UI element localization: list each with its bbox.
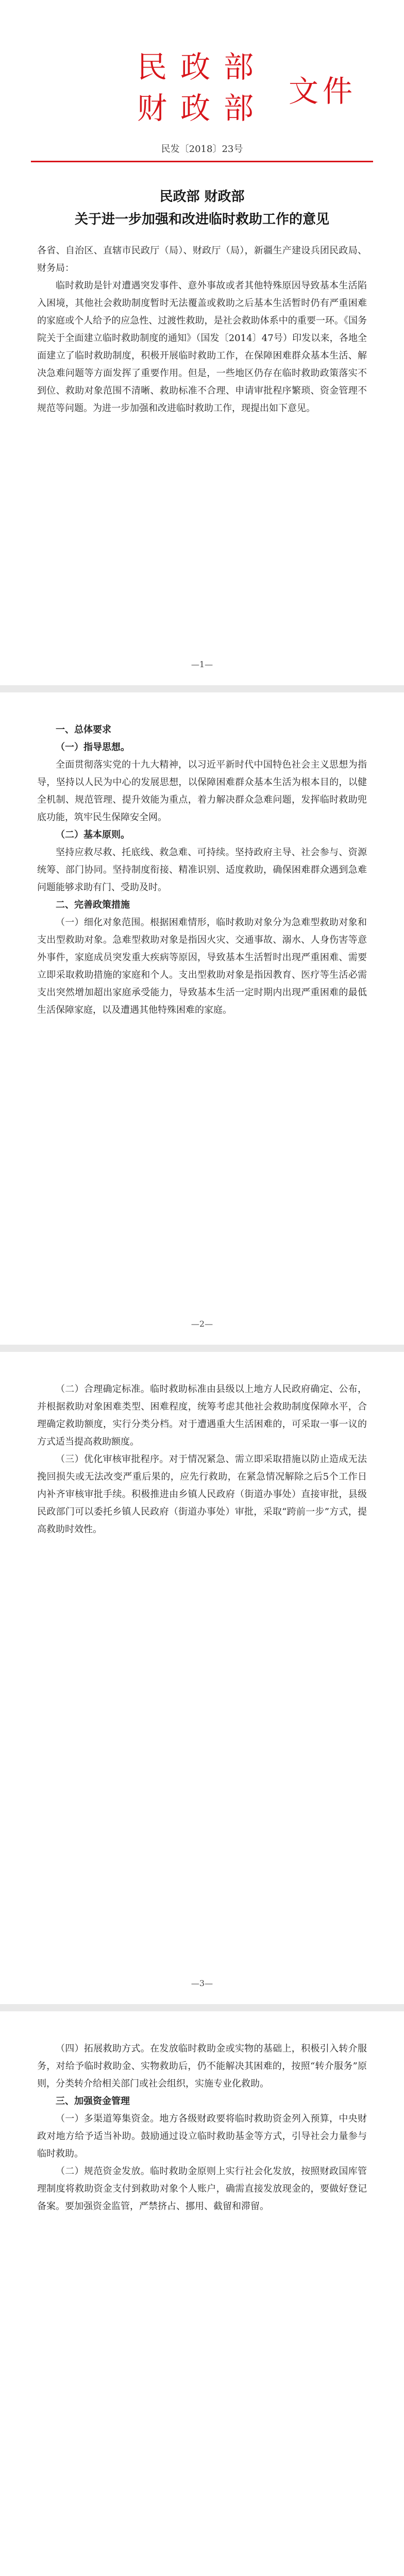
page-number: —1— (191, 659, 213, 669)
red-rule (31, 161, 373, 162)
paragraph: （一）细化对象范围。根据困难情形，临时救助对象分为急难型救助对象和支出型救助对象。急难型救助对象是指因火灾、交通事故、溺水、人身伤害等意外事件，家庭成员突发重大疾病等原因，导致基本生活暂时出现严重困难、需要立即采取救助措施的家庭和个人。支出型救助对象是指因教育、医疗等生活必需支出突然增加超出家庭承受能力，导致基本生活一定时期内出现严重困难的最低生活保障家庭，以及遭遇其他特殊困难的家庭。 (37, 917, 367, 1015)
header-org-caizheng: 财政部 (137, 91, 267, 126)
body-page-4 (37, 2040, 367, 2215)
paragraph: 全面贯彻落实党的十九大精神，以习近平新时代中国特色社会主义思想为指导，坚持以人民为中心的发展思想，以保障困难群众基本生活为根本目的，以健全机制、规范管理、提升效能为重点，着力解决群众急难问题，发挥临时救助兜底功能，筑牢民生保障安全网。 (37, 759, 367, 823)
page-separator (0, 685, 404, 692)
subsection-heading: （一）指导思想。 (56, 742, 130, 753)
page-separator (0, 1345, 404, 1352)
body-page-2 (37, 721, 367, 1019)
title-subject: 关于进一步加强和改进临时救助工作的意见 (74, 212, 329, 227)
doc-number: 民发〔2018〕23号 (161, 144, 243, 155)
page-number: —2— (191, 1319, 213, 1329)
subsection-heading: （二）基本原则。 (56, 829, 130, 840)
section-heading: 三、加强资金管理 (56, 2096, 130, 2107)
page-separator (0, 2004, 404, 2011)
paragraph: （二）合理确定标准。临时救助标准由县级以上地方人民政府确定、公布，并根据救助对象困难类型、困难程度，统筹考虑其他社会救助制度保障水平，合理确定救助额度，实行分类分档。对于遭遇重大生活困难的，可采取一事一议的方式适当提高救助额度。 (37, 1384, 367, 1447)
paragraph: 坚持应救尽救、托底线、救急难、可持续。坚持政府主导、社会参与、资源统筹、部门协同。坚持制度衔接、精准识别、适度救助，确保困难群众遇到急难问题能够求助有门、受助及时。 (37, 847, 367, 893)
doc-title (31, 185, 373, 231)
paragraph: （三）优化审核审批程序。对于情况紧急、需立即采取措施以防止造成无法挽回损失或无法改变严重后果的，应先行救助，在紧急情况解除之后5个工作日内补齐审核审批手续。积极推进由乡镇人民政府（街道办事处）直接审批，县级民政部门可以委托乡镇人民政府（街道办事处）审批，采取“跨前一步”方式，提高救助时效性。 (37, 1454, 367, 1535)
title-issuers: 民政部 财政部 (159, 189, 245, 205)
page-number: —3— (191, 1978, 213, 1988)
section-heading: 二、完善政策措施 (56, 900, 130, 910)
paragraph: 临时救助是针对遭遇突发事件、意外事故或者其他特殊原因导致基本生活陷入困境，其他社会救助制度暂时无法覆盖或救助之后基本生活暂时仍有严重困难的家庭或个人给予的应急性、过渡性救助，是社会救助体系中的重要一环。《国务院关于全面建立临时救助制度的通知》（国发〔2014〕47号）印发以来，各地全面建立了临时救助制度，积极开展临时救助工作，在保障困难群众基本生活、解决急难问题等方面发挥了重要作用。但是，一些地区仍存在临时救助政策落实不到位、救助对象范围不清晰、救助标准不合理、申请审批程序繁琐、资金管理不规范等问题。为进一步加强和改进临时救助工作，现提出如下意见。 (37, 280, 367, 414)
body-page-3 (37, 1381, 367, 1538)
header-org-minzheng: 民政部 (137, 49, 267, 84)
recipient-line: 各省、自治区、直辖市民政厅（局）、财政厅（局），新疆生产建设兵团民政局、财务局： (37, 245, 367, 274)
paragraph: （四）拓展救助方式。在发放临时救助金或实物的基础上，积极引入转介服务，对给予临时救助金、实物救助后，仍不能解决其困难的，按照“转介服务”原则，分类转介给相关部门或社会组织，实施专业化救助。 (37, 2043, 367, 2089)
paragraph: （二）规范资金发放。临时救助金原则上实行社会化发放，按照财政国库管理制度将救助资金支付到救助对象个人账户，确需直接发放现金的，要做好登记备案。要加强资金监管，严禁挤占、挪用、截留和滞留。 (37, 2166, 367, 2212)
body-page-1 (37, 242, 367, 417)
paragraph: （一）多渠道筹集资金。地方各级财政要将临时救助资金列入预算，中央财政对地方给予适当补助。鼓励通过设立临时救助基金等方式，引导社会力量参与临时救助。 (37, 2113, 367, 2159)
section-heading: 一、总体要求 (56, 724, 111, 735)
header-doc-type: 文件 (289, 74, 357, 109)
